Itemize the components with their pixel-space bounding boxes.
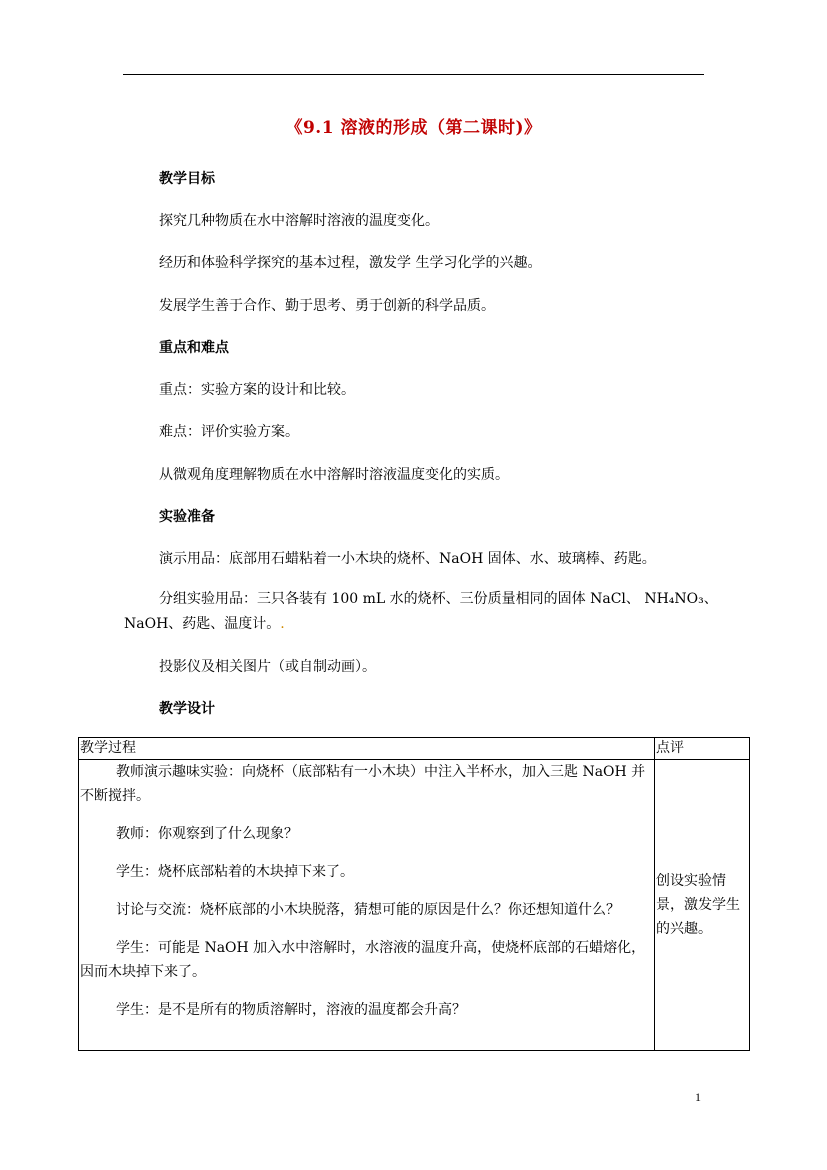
process-paragraph: 教师演示趣味实验：向烧杯（底部粘有一小木块）中注入半杯水，加入三匙 NaOH 并不断搅拌。 [80,764,646,804]
preparation-projector: 投影仪及相关图片（或自制动画）。 [159,659,376,675]
objective-item: 经历和体验科学探究的基本过程，激发学 生学习化学的兴趣。 [159,255,542,271]
process-paragraph: 学生：是不是所有的物质溶解时，溶液的温度都会升高？ [116,1002,466,1018]
objectives-heading: 教学目标 [159,171,215,187]
key-point-item: 从微观角度理解物质在水中溶解时溶液温度变化的实质。 [159,467,509,483]
objective-item: 发展学生善于合作、勤于思考、勇于创新的科学品质。 [159,298,495,314]
preparation-heading: 实验准备 [159,509,215,525]
table-header-row [79,738,750,760]
process-cell [79,760,655,1051]
teaching-design-table [78,737,750,1051]
preparation-group: 分组实验用品：三只各装有 100 mL 水的烧杯、三份质量相同的固体 NaCl、 NH₄NO₃、NaOH、药匙、温度计。. [124,591,718,632]
process-paragraph: 教师：你观察到了什么现象？ [116,826,298,842]
table-row [79,760,750,1051]
header-process: 教学过程 [79,738,655,760]
header-comment: 点评 [655,738,750,760]
comment-cell: 创设实验情景，激发学生的兴趣。 [655,760,750,1051]
key-points-heading: 重点和难点 [159,340,229,356]
header-rule [123,74,704,75]
page-number: 1 [695,1090,701,1104]
objective-item: 探究几种物质在水中溶解时溶液的温度变化。 [159,213,439,229]
preparation-demo: 演示用品：底部用石蜡粘着一小木块的烧杯、NaOH 固体、水、玻璃棒、药匙。 [159,551,656,567]
process-paragraph: 讨论与交流：烧杯底部的小木块脱落，猜想可能的原因是什么？你还想知道什么？ [116,902,620,918]
key-point-item: 重点：实验方案的设计和比较。 [159,382,355,398]
process-paragraph: 学生：烧杯底部粘着的木块掉下来了。 [116,864,354,880]
page-title: 《9.1 溶液的形成（第二课时)》 [285,118,542,138]
design-heading: 教学设计 [159,701,215,717]
key-point-item: 难点：评价实验方案。 [159,424,299,440]
process-paragraph: 学生：可能是 NaOH 加入水中溶解时，水溶液的温度升高，使烧杯底部的石蜡熔化，因而木块掉下来了。 [80,940,646,980]
